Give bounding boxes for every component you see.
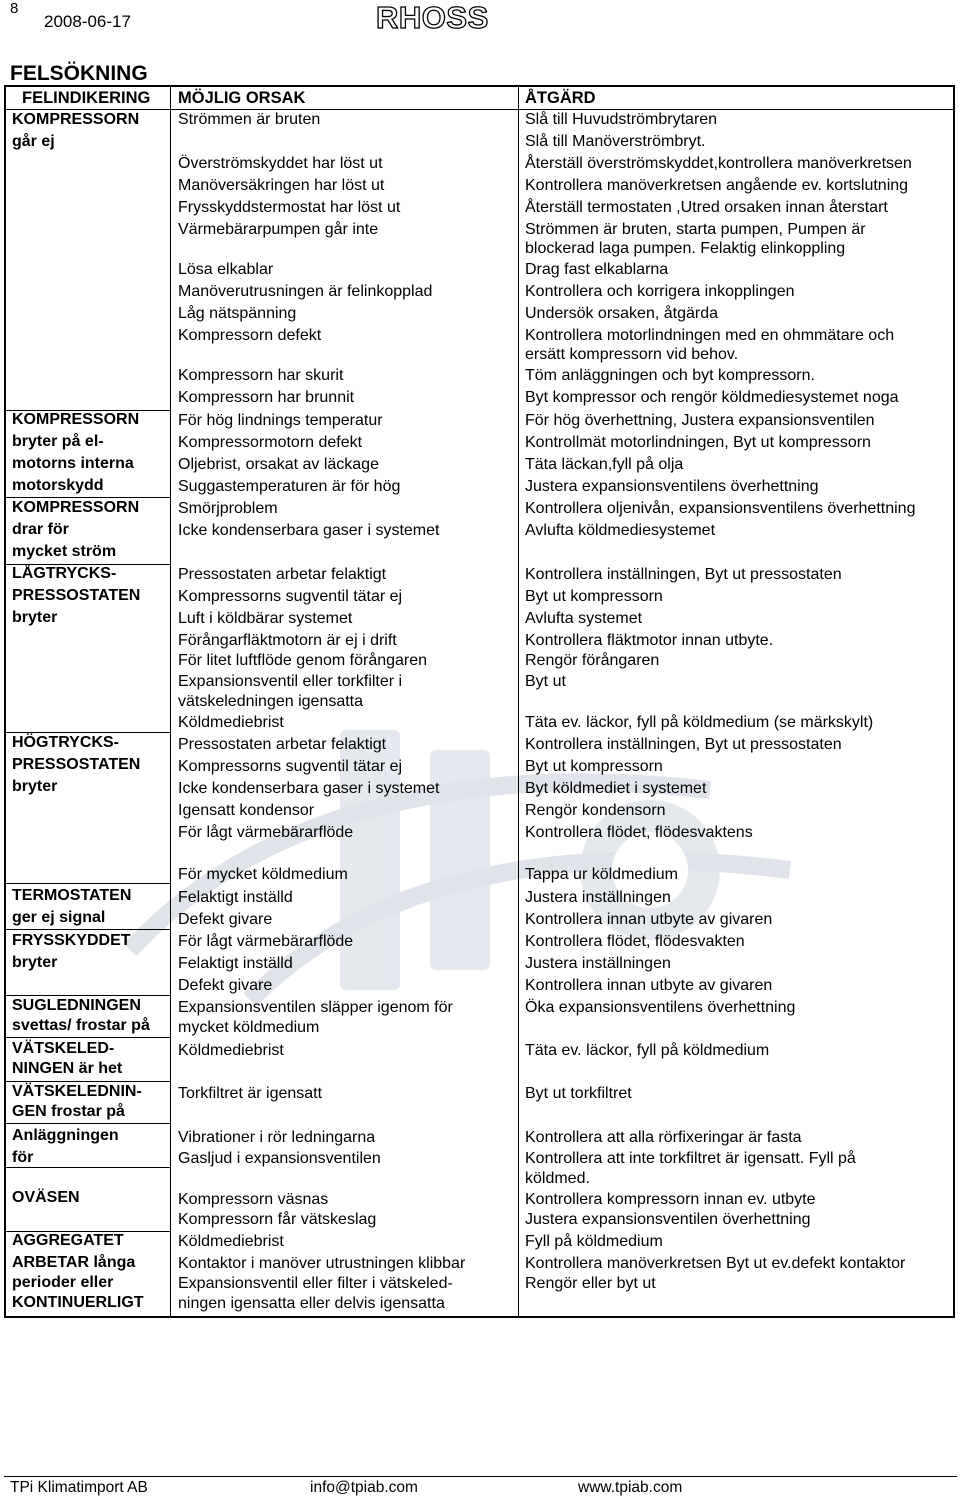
- action-line: Strömmen är bruten, starta pumpen, Pumpen är: [525, 221, 866, 238]
- indication-line: för: [12, 1149, 34, 1166]
- cause-line: Manöverutrusningen är felinkopplad: [178, 283, 433, 300]
- action-line: Undersök orsaken, åtgärda: [525, 305, 718, 322]
- footer-website[interactable]: www.tpiab.com: [578, 1479, 683, 1496]
- action-line: Kontrollera inställningen, Byt ut pressostaten: [525, 566, 842, 583]
- cause-line: Vibrationer i rör ledningarna: [178, 1129, 376, 1146]
- cause-line: ningen igensatta eller delvis igensatta: [178, 1295, 445, 1312]
- cause-line: Köldmediebrist: [178, 1042, 284, 1059]
- cause-line: Kompressorn har skurit: [178, 367, 344, 384]
- indication-line: svettas/ frostar på: [12, 1017, 150, 1034]
- cause-line: Låg nätspänning: [178, 305, 297, 322]
- action-line: Byt ut: [525, 673, 566, 690]
- cause-line: Icke kondenserbara gaser i systemet: [178, 522, 440, 539]
- cause-line: Expansionsventil eller filter i vätskeled-: [178, 1275, 453, 1292]
- action-line: Slå till Manöverströmbryt.: [525, 133, 706, 150]
- action-line: Fyll på köldmedium: [525, 1233, 663, 1250]
- action-line: Kontrollera manöverkretsen angående ev. kortslutning: [525, 177, 909, 194]
- indication-line: motorns interna: [12, 455, 134, 472]
- cause-line: vätskeledningen igensatta: [178, 693, 364, 710]
- action-line: Täta ev. läckor, fyll på köldmedium (se märkskylt): [525, 714, 874, 731]
- action-line: Kontrollera flödet, flödesvakten: [525, 933, 745, 950]
- action-line: Återställ överströmskyddet,kontrollera manöverkretsen: [525, 155, 912, 172]
- page-date: 2008-06-17: [44, 12, 131, 31]
- indication-line: AGGREGATET: [12, 1232, 124, 1249]
- action-line: Täta läckan,fyll på olja: [525, 456, 684, 473]
- cause-line: Manöversäkringen har löst ut: [178, 177, 385, 194]
- action-line: Kontrollmät motorlindningen, Byt ut kompressorn: [525, 434, 871, 451]
- indication-line: bryter: [12, 778, 58, 795]
- indication-line: OVÄSEN: [12, 1189, 80, 1206]
- action-line: Kontrollera att alla rörfixeringar är fasta: [525, 1129, 802, 1146]
- troubleshooting-table: [4, 85, 955, 1318]
- action-line: Byt köldmediet i systemet: [525, 780, 707, 797]
- indication-line: PRESSOSTATEN: [12, 587, 141, 604]
- action-line: Rengör kondensorn: [525, 802, 666, 819]
- indication-line: bryter på el-: [12, 433, 104, 450]
- indication-line: GEN frostar på: [12, 1103, 125, 1120]
- cause-line: För mycket köldmedium: [178, 866, 348, 883]
- action-line: Kontrollera och korrigera inkopplingen: [525, 283, 795, 300]
- indication-line: Anläggningen: [12, 1127, 119, 1144]
- footer-company: TPi Klimatimport AB: [10, 1479, 148, 1496]
- cause-line: Kompressorn har brunnit: [178, 389, 355, 406]
- indication-line: NINGEN är het: [12, 1060, 123, 1077]
- action-line: Kontrollera innan utbyte av givaren: [525, 911, 773, 928]
- indication-line: går ej: [12, 133, 55, 150]
- cause-line: Luft i köldbärar systemet: [178, 610, 353, 627]
- cause-line: Expansionsventilen släpper igenom för: [178, 999, 453, 1016]
- indication-line: ARBETAR långa: [12, 1254, 136, 1271]
- action-line: Justera inställningen: [525, 889, 671, 906]
- header-action: ÅTGÄRD: [525, 89, 596, 107]
- indication-line: mycket ström: [12, 543, 117, 560]
- action-line: Kontrollera flödet, flödesvaktens: [525, 824, 753, 841]
- cause-line: Kontaktor i manöver utrustningen klibbar: [178, 1255, 466, 1272]
- cause-line: Torkfiltret är igensatt: [178, 1085, 323, 1102]
- action-line: Kontrollera motorlindningen med en ohmmätare och: [525, 327, 895, 344]
- action-line: Täta ev. läckor, fyll på köldmedium: [525, 1042, 770, 1059]
- indication-line: perioder eller: [12, 1274, 114, 1291]
- indication-line: HÖGTRYCKS-: [12, 734, 119, 751]
- indication-line: KONTINUERLIGT: [12, 1294, 144, 1311]
- cause-line: Lösa elkablar: [178, 261, 274, 278]
- cause-line: För hög lindnings temperatur: [178, 412, 383, 429]
- action-line: Justera expansionsventilens överhettning: [525, 478, 819, 495]
- cause-line: Smörjproblem: [178, 500, 278, 517]
- action-line: Byt kompressor och rengör köldmediesystemet noga: [525, 389, 899, 406]
- indication-line: motorskydd: [12, 477, 104, 494]
- cause-line: Förångarfläktmotorn är ej i drift: [178, 632, 397, 649]
- page-number: 8: [10, 0, 19, 17]
- cause-line: Överströmskyddet har löst ut: [178, 155, 383, 172]
- column-divider: [170, 87, 171, 1316]
- header-divider: [6, 109, 953, 110]
- indication-line: KOMPRESSORN: [12, 411, 140, 428]
- brand-logo: RHOSS: [376, 0, 489, 35]
- cause-line: Köldmediebrist: [178, 1233, 284, 1250]
- header-indication: FELINDIKERING: [22, 89, 151, 107]
- action-line: ersätt kompressorn vid behov.: [525, 346, 739, 363]
- action-line: För hög överhettning, Justera expansionsventilen: [525, 412, 875, 429]
- action-line: Justera inställningen: [525, 955, 671, 972]
- cause-line: Strömmen är bruten: [178, 111, 321, 128]
- indication-line: VÄTSKELEDNIN-: [12, 1083, 142, 1100]
- action-line: Tappa ur köldmedium: [525, 866, 678, 883]
- indication-line: drar för: [12, 521, 69, 538]
- action-line: Drag fast elkablarna: [525, 261, 669, 278]
- row-divider: [6, 883, 170, 884]
- action-line: blockerad laga pumpen. Felaktig elinkoppling: [525, 240, 846, 257]
- cause-line: För lågt värmebärarflöde: [178, 824, 354, 841]
- indication-line: LÅGTRYCKS-: [12, 565, 117, 582]
- action-line: Kontrollera manöverkretsen Byt ut ev.defekt kontaktor: [525, 1255, 906, 1272]
- action-line: Kontrollera fläktmotor innan utbyte.: [525, 632, 774, 649]
- cause-line: Defekt givare: [178, 911, 273, 928]
- indication-line: FRYSSKYDDET: [12, 932, 131, 949]
- cause-line: Kompressorn defekt: [178, 327, 322, 344]
- cause-line: Suggastemperaturen är för hög: [178, 478, 401, 495]
- cause-line: Kompressorn väsnas: [178, 1191, 329, 1208]
- action-line: Byt ut kompressorn: [525, 588, 663, 605]
- cause-line: Gasljud i expansionsventilen: [178, 1150, 381, 1167]
- cause-line: Expansionsventil eller torkfilter i: [178, 673, 403, 690]
- cause-line: Kompressorns sugventil tätar ej: [178, 588, 403, 605]
- cause-line: För lågt värmebärarflöde: [178, 933, 354, 950]
- action-line: Byt ut torkfiltret: [525, 1085, 632, 1102]
- indication-line: VÄTSKELED-: [12, 1040, 115, 1057]
- cause-line: mycket köldmedium: [178, 1019, 320, 1036]
- cause-line: Kompressorns sugventil tätar ej: [178, 758, 403, 775]
- cause-line: Pressostaten arbetar felaktigt: [178, 566, 387, 583]
- indication-line: bryter: [12, 609, 58, 626]
- indication-line: TERMOSTATEN: [12, 887, 132, 904]
- row-divider: [6, 1123, 170, 1124]
- action-line: Slå till Huvudströmbrytaren: [525, 111, 718, 128]
- column-divider: [518, 87, 519, 1316]
- indication-line: KOMPRESSORN: [12, 111, 140, 128]
- action-line: Kontrollera innan utbyte av givaren: [525, 977, 773, 994]
- indication-line: bryter: [12, 954, 58, 971]
- cause-line: För litet luftflöde genom förångaren: [178, 652, 428, 669]
- footer-email[interactable]: info@tpiab.com: [310, 1479, 418, 1496]
- cause-line: Värmebärarpumpen går inte: [178, 221, 379, 238]
- row-divider: [6, 929, 170, 930]
- action-line: Avlufta köldmediesystemet: [525, 522, 716, 539]
- action-line: Kontrollera oljenivån, expansionsventilens överhettning: [525, 500, 916, 517]
- cause-line: Kompressorn får vätskeslag: [178, 1211, 377, 1228]
- action-line: Kontrollera kompressorn innan ev. utbyte: [525, 1191, 816, 1208]
- action-line: Kontrollera att inte torkfiltret är igensatt. Fyll på: [525, 1150, 856, 1167]
- action-line: Kontrollera inställningen, Byt ut pressostaten: [525, 736, 842, 753]
- indication-line: ger ej signal: [12, 909, 106, 926]
- action-line: Rengör förångaren: [525, 652, 660, 669]
- cause-line: Defekt givare: [178, 977, 273, 994]
- action-line: Öka expansionsventilens överhettning: [525, 999, 796, 1016]
- cause-line: Köldmediebrist: [178, 714, 284, 731]
- cause-line: Felaktigt inställd: [178, 955, 293, 972]
- indication-line: PRESSOSTATEN: [12, 756, 141, 773]
- cause-line: Felaktigt inställd: [178, 889, 293, 906]
- section-title: FELSÖKNING: [10, 62, 148, 85]
- action-line: Rengör eller byt ut: [525, 1275, 656, 1292]
- footer-divider: [4, 1476, 957, 1477]
- cause-line: Igensatt kondensor: [178, 802, 315, 819]
- cause-line: Kompressormotorn defekt: [178, 434, 363, 451]
- cause-line: Icke kondenserbara gaser i systemet: [178, 780, 440, 797]
- action-line: Byt ut kompressorn: [525, 758, 663, 775]
- action-line: Töm anläggningen och byt kompressorn.: [525, 367, 815, 384]
- indication-line: SUGLEDNINGEN: [12, 997, 141, 1014]
- indication-line: KOMPRESSORN: [12, 499, 140, 516]
- cause-line: Oljebrist, orsakat av läckage: [178, 456, 379, 473]
- cause-line: Pressostaten arbetar felaktigt: [178, 736, 387, 753]
- action-line: Avlufta systemet: [525, 610, 643, 627]
- cause-line: Frysskyddstermostat har löst ut: [178, 199, 401, 216]
- action-line: Justera expansionsventilen överhettning: [525, 1211, 811, 1228]
- action-line: Återställ termostaten ,Utred orsaken innan återstart: [525, 199, 888, 216]
- header-cause: MÖJLIG ORSAK: [178, 89, 306, 107]
- action-line: köldmed.: [525, 1170, 590, 1187]
- row-divider: [6, 1037, 170, 1038]
